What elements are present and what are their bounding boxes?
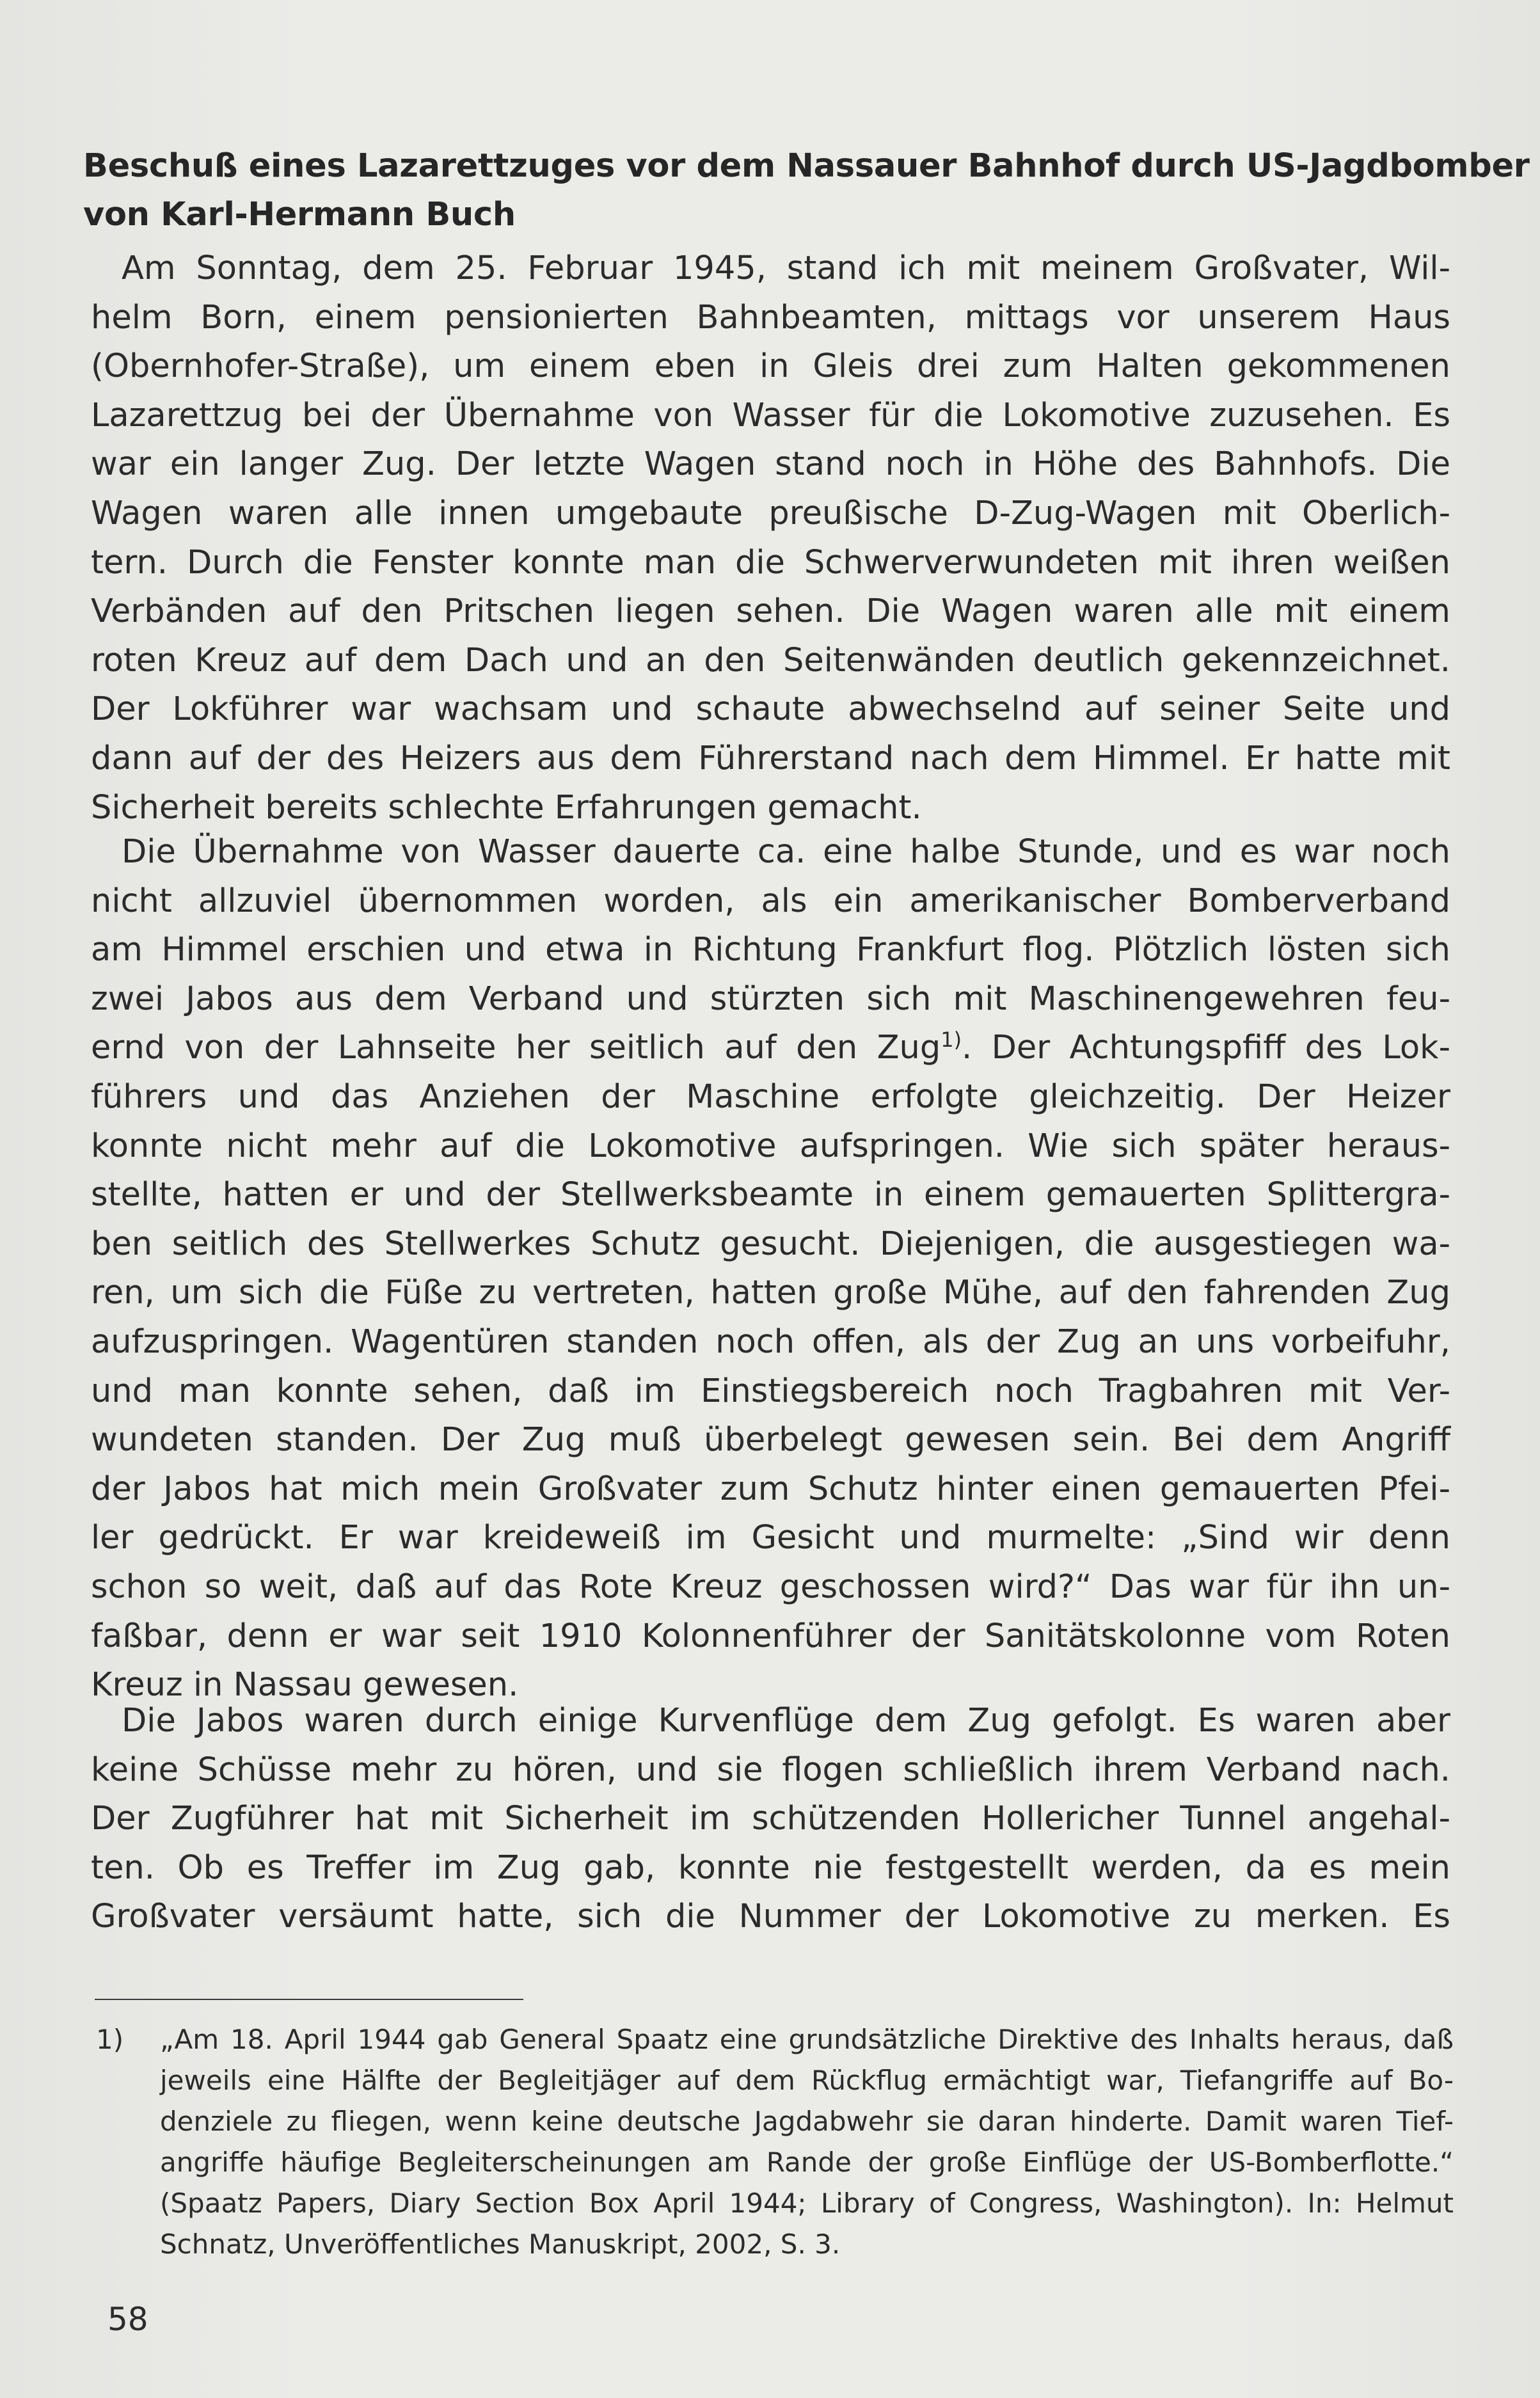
footnote-line: jeweils eine Hälfte der Begleitjäger auf dem Rückflug ermächtigt war, Tiefangriffe auf Bo-: [160, 2065, 1454, 2096]
text-line: dann auf der des Heizers aus dem Führerstand nach dem Himmel. Er hatte mit: [91, 739, 1450, 777]
page-number: 58: [107, 2301, 148, 2338]
text-line: Sicherheit bereits schlechte Erfahrungen gemacht.: [91, 788, 922, 827]
text-line: schon so weit, daß auf das Rote Kreuz geschossen wird?“ Das war für ihn un-: [91, 1568, 1450, 1606]
text-line: ler gedrückt. Er war kreideweiß im Gesicht und murmelte: „Sind wir denn: [91, 1519, 1450, 1557]
text-line: faßbar, denn er war seit 1910 Kolonnenführer der Sanitätskolonne vom Roten: [91, 1617, 1450, 1655]
footnote: [160, 2019, 1454, 2265]
article-title: [83, 142, 1530, 239]
text-line: nicht allzuviel übernommen worden, als ein amerikanischer Bomberverband: [91, 882, 1450, 920]
paragraph-3: [91, 1697, 1450, 1942]
text-line: führers und das Anziehen der Maschine erfolgte gleichzeitig. Der Heizer: [91, 1077, 1450, 1116]
text-line: ren, um sich die Füße zu vertreten, hatten große Mühe, auf den fahrenden Zug: [91, 1274, 1450, 1312]
text-line: Wagen waren alle innen umgebaute preußische D-Zug-Wagen mit Oberlich-: [91, 494, 1450, 532]
text-line: tern. Durch die Fenster konnte man die Schwerverwundeten mit ihren weißen: [91, 543, 1450, 582]
text-line: aufzuspringen. Wagentüren standen noch offen, als der Zug an uns vorbeifuhr,: [91, 1322, 1450, 1361]
text-line: Am Sonntag, dem 25. Februar 1945, stand ich mit meinem Großvater, Wil-: [122, 250, 1450, 287]
footnote-line: denziele zu fliegen, wenn keine deutsche Jagdabwehr sie daran hinderte. Damit waren Tief-: [160, 2106, 1454, 2137]
text-line: am Himmel erschien und etwa in Richtung Frankfurt flog. Plötzlich lösten sich: [91, 931, 1450, 969]
text-line: der Jabos hat mich mein Großvater zum Schutz hinter einen gemauerten Pfei-: [91, 1470, 1450, 1508]
text-line: Die Jabos waren durch einige Kurvenflüge dem Zug gefolgt. Es waren aber: [122, 1702, 1450, 1740]
text-line: konnte nicht mehr auf die Lokomotive aufspringen. Wie sich später heraus-: [91, 1127, 1450, 1165]
footnote-line: „Am 18. April 1944 gab General Spaatz eine grundsätzliche Direktive des Inhalts heraus, daß: [160, 2024, 1454, 2055]
footnote-separator: [95, 1999, 523, 2000]
text-line: ten. Ob es Treffer im Zug gab, konnte nie festgestellt werden, da es mein: [91, 1848, 1450, 1887]
text-line: helm Born, einem pensionierten Bahnbeamten, mittags vor unserem Haus: [91, 298, 1450, 337]
text-line-with-footnote-ref: [91, 1024, 1450, 1073]
text-line: Der Lokführer war wachsam und schaute abwechselnd auf seiner Seite und: [91, 690, 1450, 729]
footnote-line: Schnatz, Unveröffentliches Manuskript, 2002, S. 3.: [160, 2228, 841, 2260]
text-line: Der Zugführer hat mit Sicherheit im schützenden Hollericher Tunnel angehal-: [91, 1800, 1450, 1838]
text-line: (Obernhofer-Straße), um einem eben in Gleis drei zum Halten gekommenen: [91, 347, 1450, 386]
text-line: ben seitlich des Stellwerkes Schutz gesucht. Diejenigen, die ausgestiegen wa-: [91, 1225, 1450, 1263]
text-line: wundeten standen. Der Zug muß überbelegt gewesen sein. Bei dem Angriff: [91, 1421, 1450, 1459]
text-segment: . Der Achtungspfiff des Lok-: [962, 1029, 1450, 1067]
paragraph-1: [91, 244, 1450, 832]
text-segment: ernd von der Lahnseite her seitlich auf den Zug: [91, 1029, 941, 1067]
text-line: keine Schüsse mehr zu hören, und sie flogen schließlich ihrem Verband nach.: [91, 1751, 1450, 1789]
text-line: roten Kreuz auf dem Dach und an den Seitenwänden deutlich gekennzeichnet.: [91, 641, 1450, 679]
text-line: Kreuz in Nassau gewesen.: [91, 1666, 519, 1704]
text-line: und man konnte sehen, daß im Einstiegsbereich noch Tragbahren mit Ver-: [91, 1372, 1450, 1410]
text-line: war ein langer Zug. Der letzte Wagen stand noch in Höhe des Bahnhofs. Die: [91, 445, 1450, 484]
paragraph-2: [91, 828, 1450, 1710]
footnote-line: (Spaatz Papers, Diary Section Box April 1944; Library of Congress, Washington). In: Helmut: [160, 2188, 1454, 2219]
title-line-1: Beschuß eines Lazarettzuges vor dem Nassauer Bahnhof durch US-Jagdbomber: [83, 147, 1530, 185]
text-line: Die Übernahme von Wasser dauerte ca. eine halbe Stunde, und es war noch: [122, 833, 1450, 871]
title-line-2: von Karl-Hermann Buch: [83, 196, 516, 234]
footnote-line: angriffe häufige Begleiterscheinungen am Rande der große Einflüge der US-Bomberflotte.“: [160, 2147, 1454, 2178]
text-line: Großvater versäumt hatte, sich die Nummer der Lokomotive zu merken. Es: [91, 1898, 1450, 1936]
footnote-reference: 1): [941, 1028, 962, 1052]
footnote-number: 1): [96, 2024, 124, 2055]
text-line: zwei Jabos aus dem Verband und stürzten sich mit Maschinengewehren feu-: [91, 980, 1450, 1018]
text-line: stellte, hatten er und der Stellwerksbeamte in einem gemauerten Splittergra-: [91, 1176, 1450, 1214]
text-line: Verbänden auf den Pritschen liegen sehen. Die Wagen waren alle mit einem: [91, 592, 1450, 631]
text-line: Lazarettzug bei der Übernahme von Wasser für die Lokomotive zuzusehen. Es: [91, 396, 1450, 434]
